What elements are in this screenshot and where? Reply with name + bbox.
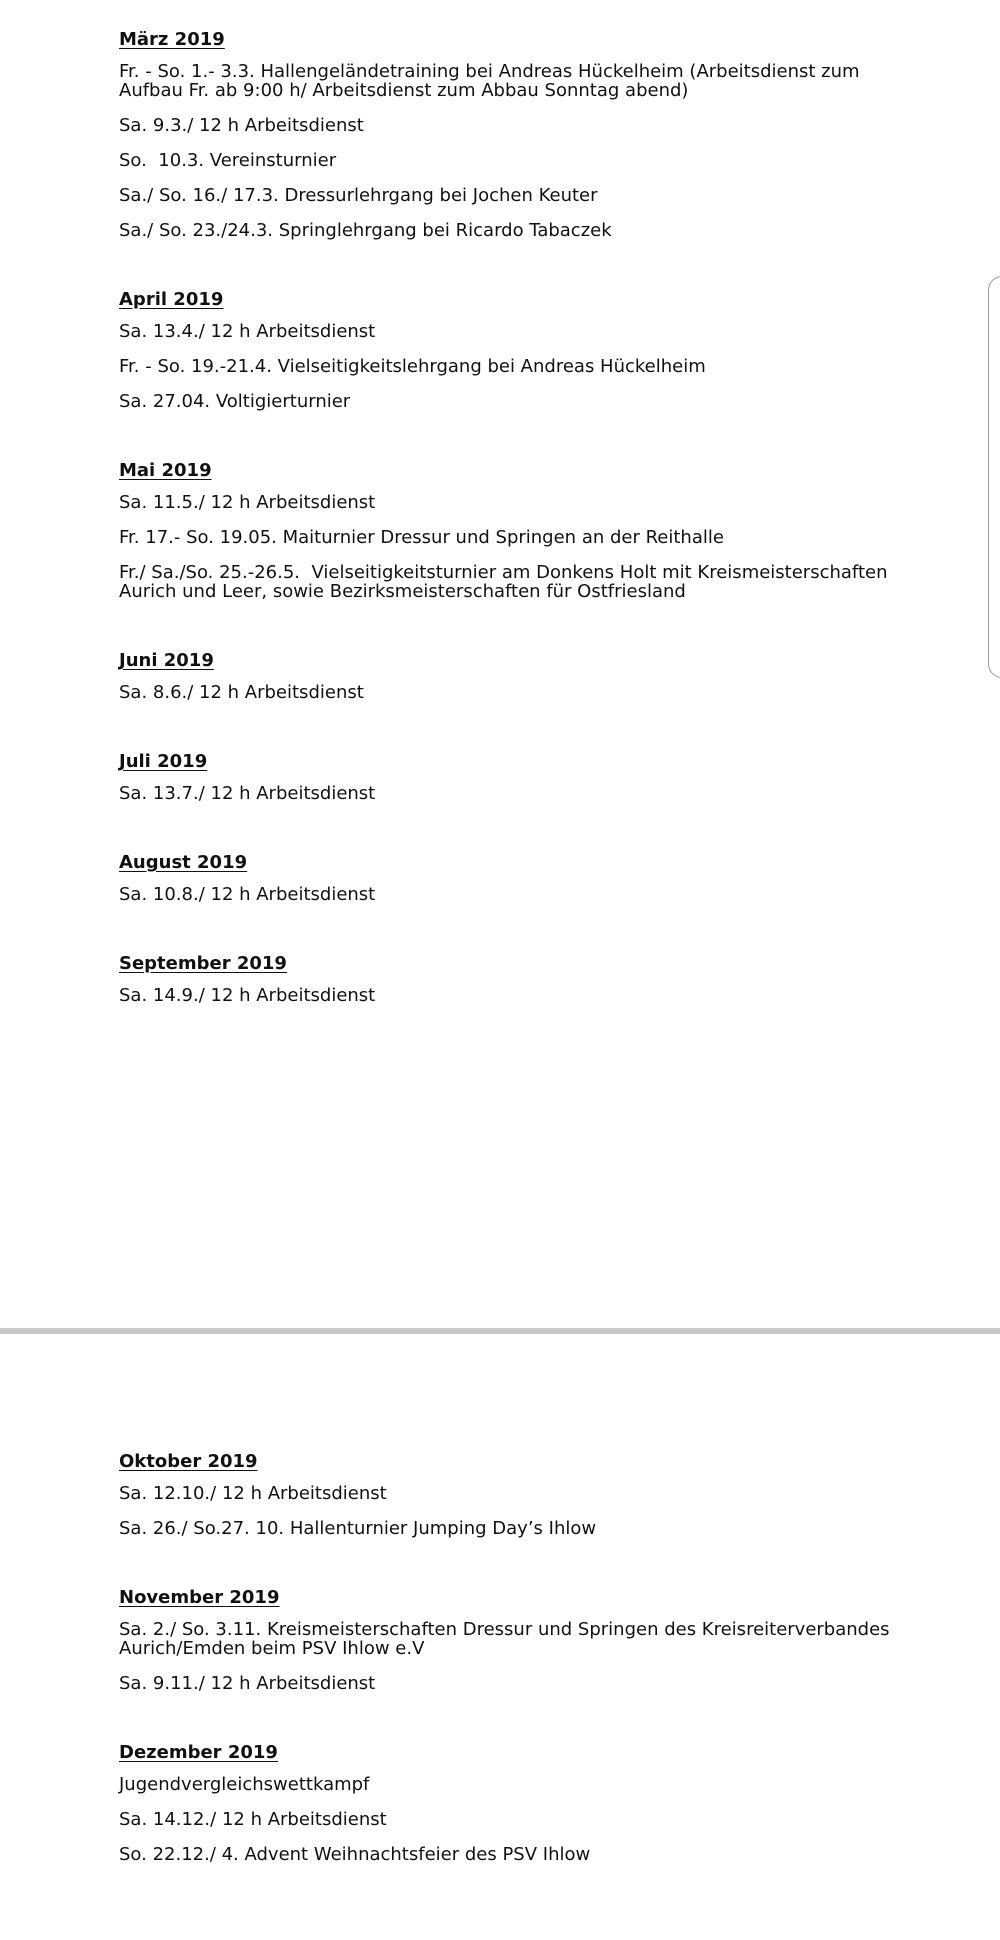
month-block-mai: [119, 459, 919, 601]
event-entry: Sa. 11.5./ 12 h Arbeitsdienst: [119, 492, 376, 513]
event-entry: Sa. 10.8./ 12 h Arbeitsdienst: [119, 884, 376, 905]
month-heading: August 2019: [119, 852, 248, 873]
month-heading: Oktober 2019: [119, 1451, 258, 1472]
month-block-juni: [119, 649, 919, 702]
month-block-juli: [119, 750, 919, 803]
event-entry: Sa./ So. 16./ 17.3. Dressurlehrgang bei Jochen Keuter: [119, 185, 598, 206]
month-heading: März 2019: [119, 29, 225, 50]
month-block-maerz: [119, 28, 919, 240]
month-heading: Juni 2019: [119, 650, 214, 671]
event-entry: Sa. 12.10./ 12 h Arbeitsdienst: [119, 1483, 387, 1504]
event-entry: Sa. 9.11./ 12 h Arbeitsdienst: [119, 1673, 376, 1694]
month-block-august: [119, 851, 919, 904]
month-block-april: [119, 288, 919, 411]
month-heading: September 2019: [119, 953, 287, 974]
event-entry: Sa. 13.4./ 12 h Arbeitsdienst: [119, 321, 376, 342]
event-entry: Sa. 26./ So.27. 10. Hallenturnier Jumping Day’s Ihlow: [119, 1518, 597, 1539]
month-heading: November 2019: [119, 1587, 280, 1608]
scroll-handle[interactable]: [988, 276, 1000, 678]
month-block-oktober: [119, 1450, 919, 1538]
event-entry: So. 10.3. Vereinsturnier: [119, 150, 337, 171]
event-entry: Sa. 8.6./ 12 h Arbeitsdienst: [119, 682, 364, 703]
month-block-dezember: [119, 1741, 919, 1864]
event-entry: Fr. - So. 1.- 3.3. Hallengeländetraining bei Andreas Hückelheim (Arbeitsdienst zum Aufbau Fr. ab 9:00 h/ Arbeitsdienst zum Abbau Sonntag abend): [119, 61, 860, 101]
event-entry: Sa. 14.9./ 12 h Arbeitsdienst: [119, 985, 376, 1006]
month-block-november: [119, 1586, 919, 1693]
event-entry: Fr. 17.- So. 19.05. Maiturnier Dressur und Springen an der Reithalle: [119, 527, 724, 548]
month-block-september: [119, 952, 919, 1005]
event-entry: So. 22.12./ 4. Advent Weihnachtsfeier des PSV Ihlow: [119, 1844, 591, 1865]
event-entry: Sa. 14.12./ 12 h Arbeitsdienst: [119, 1809, 387, 1830]
page-1-content: [119, 28, 919, 1053]
event-entry: Sa. 27.04. Voltigierturnier: [119, 391, 351, 412]
page-divider: [0, 1328, 1000, 1334]
month-heading: Mai 2019: [119, 460, 212, 481]
event-entry: Sa./ So. 23./24.3. Springlehrgang bei Ricardo Tabaczek: [119, 220, 612, 241]
document-page-2: [0, 1336, 1000, 1940]
page-2-content: [119, 1450, 919, 1912]
event-entry: Sa. 9.3./ 12 h Arbeitsdienst: [119, 115, 364, 136]
month-heading: April 2019: [119, 289, 224, 310]
event-entry: Jugendvergleichswettkampf: [119, 1774, 370, 1795]
event-entry: Fr. - So. 19.-21.4. Vielseitigkeitslehrgang bei Andreas Hückelheim: [119, 356, 706, 377]
event-entry: Sa. 2./ So. 3.11. Kreismeisterschaften Dressur und Springen des Kreisreiterverbandes Aurich/Emden beim PSV Ihlow e.V: [119, 1619, 890, 1659]
event-entry: Fr./ Sa./So. 25.-26.5. Vielseitigkeitsturnier am Donkens Holt mit Kreismeisterschaften Aurich und Leer, sowie Bezirksmeisterschaften für Ostfriesland: [119, 562, 888, 602]
month-heading: Juli 2019: [119, 751, 208, 772]
month-heading: Dezember 2019: [119, 1742, 278, 1763]
event-entry: Sa. 13.7./ 12 h Arbeitsdienst: [119, 783, 376, 804]
